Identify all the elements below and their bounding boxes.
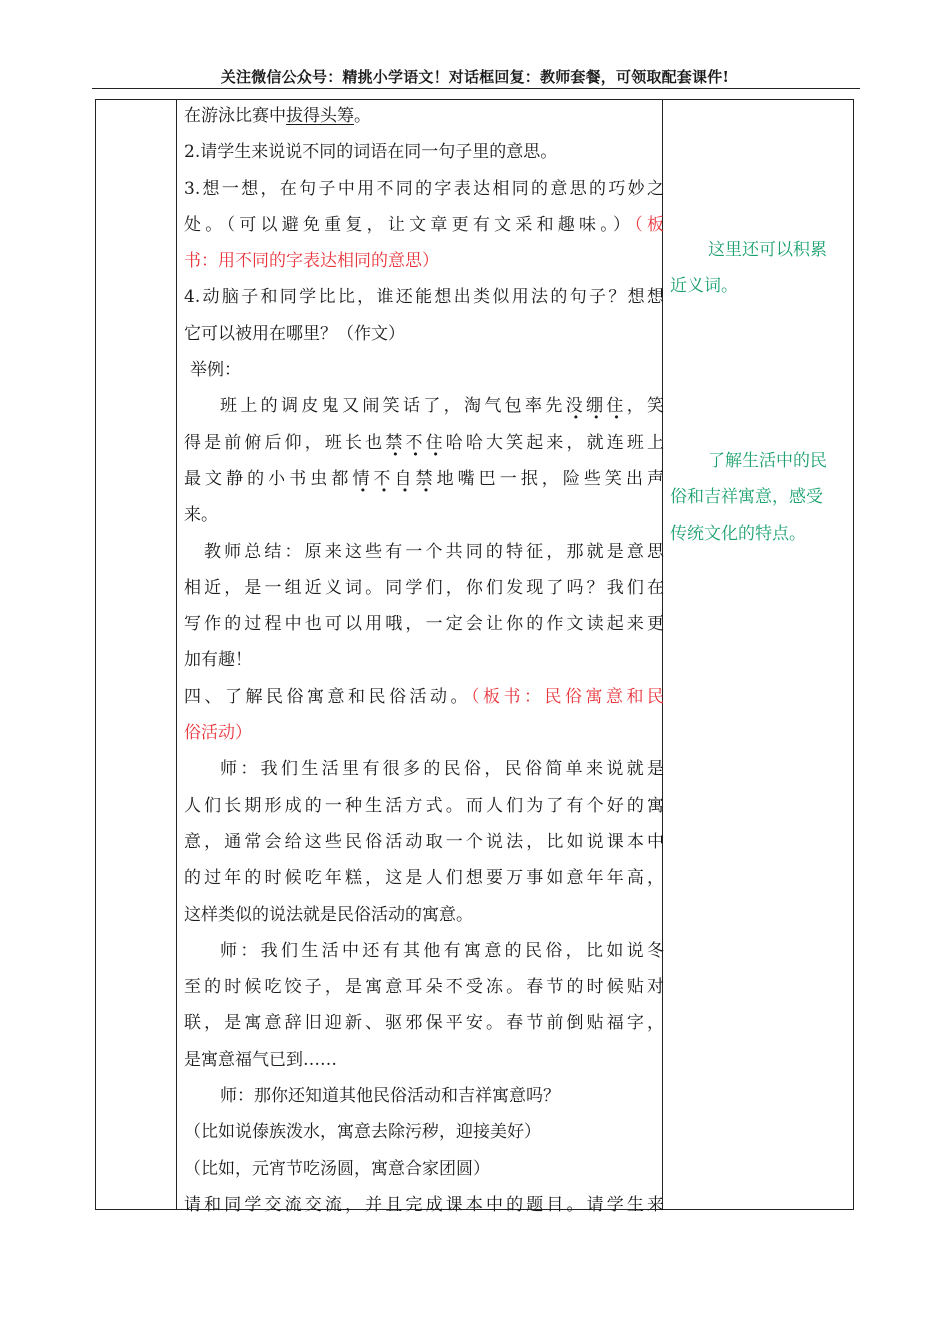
table-column-divider-left: [176, 100, 177, 1209]
note-line: 俗和吉祥寓意，感受: [670, 487, 823, 508]
summary-line: 写作的过程中也可以用哦，一定会让你的作文读起来更: [184, 614, 664, 635]
board-note-red: 俗活动）: [184, 723, 252, 744]
text-span: ，笑: [626, 396, 665, 417]
board-note-red: （板书：民俗寓意和民: [471, 686, 664, 707]
example-heading: 举例：: [190, 360, 241, 381]
content-line: 请和同学交流交流，并且完成课本中的题目。请学生来: [184, 1194, 664, 1215]
dotted-char: 情: [352, 468, 374, 489]
paragraph-line: 意，通常会给这些民俗活动取一个说法，比如说课本中: [184, 831, 664, 852]
section-heading-cont: [184, 715, 664, 751]
dotted-char: 住: [606, 396, 627, 417]
answer-line: （比如，元宵节吃汤圆，寓意合家团圆）: [184, 1158, 490, 1179]
paragraph-line: 师：我们生活中还有其他有寓意的民俗，比如说冬: [220, 940, 664, 961]
side-note-synonyms: [670, 232, 846, 305]
content-line: 4.动脑子和同学比比，谁还能想出类似用法的句子？想想: [184, 287, 664, 308]
dotted-char: 住: [425, 432, 446, 453]
text-span: 得是前俯后仰，班长也: [184, 432, 386, 453]
dotted-char: 禁: [385, 432, 406, 453]
paragraph-line: 至的时候吃饺子，是寓意耳朵不受冻。春节的时候贴对: [184, 977, 664, 998]
example-line: [184, 388, 664, 424]
content-line: [184, 98, 664, 134]
paragraph-line: 的过年的时候吃年糕，这是人们想要万事如意年年高，: [184, 868, 664, 889]
content-line: 3.想一想，在句子中用不同的字表达相同的意思的巧妙之: [184, 178, 664, 199]
summary-line: 教师总结：原来这些有一个共同的特征，那就是意思: [204, 541, 664, 562]
dotted-char: 没: [565, 396, 587, 417]
text-span: 地嘴巴一抿，险些笑出声: [436, 468, 665, 489]
page-header-banner: 关注微信公众号：精挑小学语文！对话框回复：教师套餐，可领取配套课件!: [220, 68, 730, 86]
note-line: 这里还可以积累: [708, 240, 827, 260]
example-line: [184, 461, 664, 497]
paragraph-line: 这样类似的说法就是民俗活动的寓意。: [184, 904, 473, 925]
example-line: [184, 425, 664, 461]
dotted-char: 自: [394, 468, 416, 489]
content-line: [184, 207, 664, 243]
answer-line: （比如说傣族泼水，寓意去除污秽，迎接美好）: [184, 1122, 541, 1143]
content-line: 它可以被用在哪里？（作文）: [184, 323, 405, 344]
paragraph-line: 是寓意福气已到……: [184, 1049, 337, 1070]
question-line: 师：那你还知道其他民俗活动和吉祥寓意吗？: [220, 1086, 560, 1107]
summary-line: 加有趣！: [184, 650, 252, 671]
underlined-idiom: 拔得头筹: [286, 106, 354, 126]
paragraph-line: 师：我们生活里有很多的民俗，民俗简单来说就是: [220, 759, 664, 780]
board-note-red: 书：用不同的字表达相同的意思）: [184, 251, 439, 272]
lesson-content-cell: [184, 98, 664, 1223]
dotted-char: 不: [373, 468, 395, 489]
paragraph-line: 联，是寓意辞旧迎新、驱邪保平安。春节前倒贴福字，: [184, 1013, 664, 1034]
side-note-folk-customs: [670, 443, 846, 552]
text-span: 最文静的小书虫都: [184, 468, 353, 489]
text-span: 处。（可以避免重复，让文章更有文采和趣味。）: [184, 214, 635, 235]
content-line: [184, 243, 664, 279]
summary-line: 相近，是一组近义词。同学们，你们发现了吗？我们在: [184, 577, 664, 598]
example-line: 来。: [184, 505, 218, 526]
note-line: 传统文化的特点。: [670, 523, 806, 544]
text-span: 在游泳比赛中: [184, 106, 286, 126]
text-span: 。: [354, 106, 371, 126]
board-note-red: （板: [634, 214, 665, 235]
text-span: 哈哈大笑起来，就连班上: [445, 432, 665, 453]
paragraph-line: 人们长期形成的一种生活方式。而人们为了有个好的寓: [184, 795, 664, 816]
header-divider: [92, 88, 860, 89]
dotted-char: 禁: [415, 468, 437, 489]
section-heading: [184, 679, 664, 715]
note-line: 近义词。: [670, 276, 738, 297]
text-span: 班上的调皮鬼又闹笑话了，淘气包率先: [220, 396, 566, 417]
content-line: 2.请学生来说说不同的词语在同一句子里的意思。: [184, 142, 558, 163]
note-line: 了解生活中的民: [708, 451, 827, 471]
dotted-char: 绷: [586, 396, 607, 417]
text-span: 四、了解民俗寓意和民俗活动。: [184, 686, 471, 707]
dotted-char: 不: [405, 432, 426, 453]
